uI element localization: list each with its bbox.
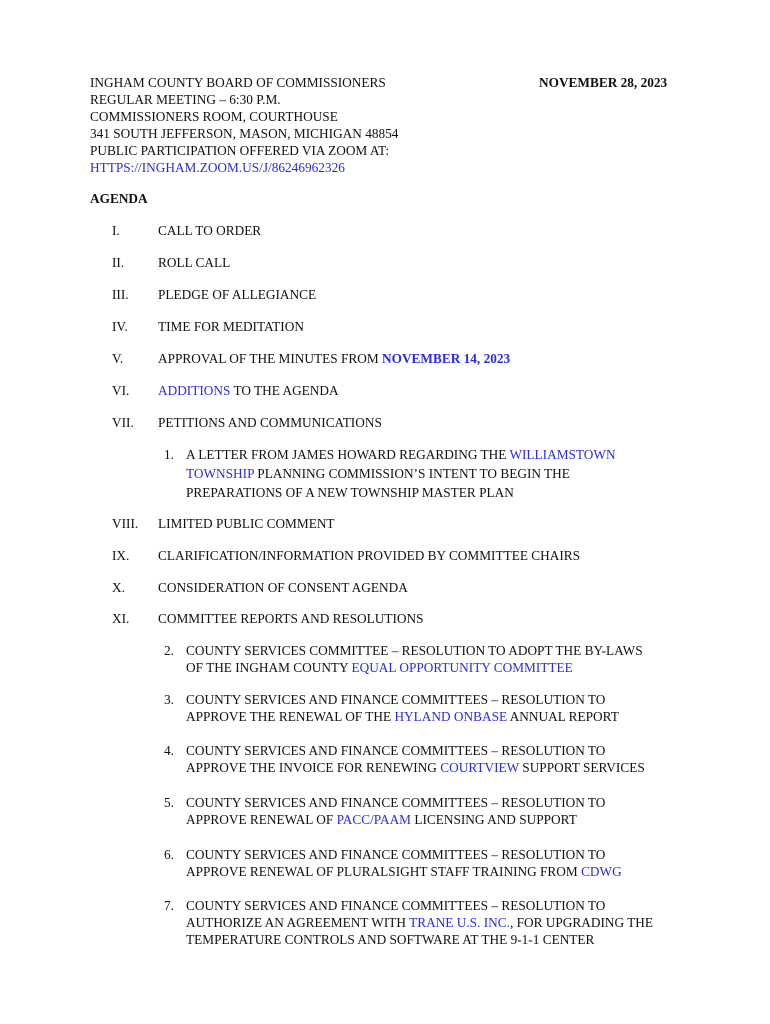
item-text: CLARIFICATION/INFORMATION PROVIDED BY COMMITTEE CHAIRS [158, 548, 581, 563]
header-line-participation: PUBLIC PARTICIPATION OFFERED VIA ZOOM AT: [90, 143, 390, 158]
township-link[interactable]: TOWNSHIP [186, 466, 254, 481]
item-text: CONSIDERATION OF CONSENT AGENDA [158, 580, 408, 595]
subitem-text [186, 846, 622, 880]
item-number: IX. [112, 548, 130, 563]
meeting-date: NOVEMBER 28, 2023 [539, 75, 668, 90]
subitem-number: 6. [164, 847, 174, 862]
equal-opportunity-link[interactable]: EQUAL OPPORTUNITY COMMITTEE [351, 660, 573, 675]
item-number: III. [112, 287, 129, 302]
subitem-text [186, 742, 645, 776]
header-line-board: INGHAM COUNTY BOARD OF COMMISSIONERS [90, 75, 386, 90]
cdwg-link[interactable]: CDWG [581, 864, 622, 879]
item-text: LIMITED PUBLIC COMMENT [158, 516, 335, 531]
subitem-line: APPROVE RENEWAL OF [186, 812, 337, 827]
pacc-paam-link[interactable]: PACC/PAAM [336, 812, 412, 827]
subitem-line: OF THE INGHAM COUNTY [186, 660, 352, 675]
subitem-line: COUNTY SERVICES AND FINANCE COMMITTEES – RESOLUTION TO [186, 743, 606, 758]
subitem-line: COUNTY SERVICES AND FINANCE COMMITTEES – RESOLUTION TO [186, 692, 606, 707]
header-line-meeting: REGULAR MEETING – 6:30 P.M. [90, 92, 281, 107]
subitem-line: LICENSING AND SUPPORT [411, 812, 577, 827]
item-text: TIME FOR MEDITATION [158, 319, 304, 334]
zoom-link[interactable]: HTTPS://INGHAM.ZOOM.US/J/86246962326 [90, 160, 345, 175]
subitem-line: APPROVE THE INVOICE FOR RENEWING [186, 760, 441, 775]
item-number: VIII. [112, 516, 139, 531]
item-number: XI. [112, 611, 130, 626]
subitem-number: 4. [164, 743, 174, 758]
subitem-line: , FOR UPGRADING THE [509, 915, 654, 930]
agenda-title: AGENDA [90, 191, 148, 206]
subitem-number: 7. [164, 898, 174, 913]
subitem-line: TEMPERATURE CONTROLS AND SOFTWARE AT THE 9-1-1 CENTER [186, 932, 595, 947]
subitem-text [186, 794, 605, 828]
hyland-onbase-link[interactable]: HYLAND ONBASE [394, 709, 508, 724]
item-number: X. [112, 580, 125, 595]
subitem-line: APPROVE THE RENEWAL OF THE [186, 709, 395, 724]
item-text: TO THE AGENDA [230, 383, 339, 398]
subitem-line: AUTHORIZE AN AGREEMENT WITH [186, 915, 410, 930]
item-text: PETITIONS AND COMMUNICATIONS [158, 415, 382, 430]
courtview-link[interactable]: COURTVIEW [440, 760, 519, 775]
item-number: IV. [112, 319, 128, 334]
item-text: COMMITTEE REPORTS AND RESOLUTIONS [158, 611, 424, 626]
additions-link[interactable]: ADDITIONS [158, 383, 231, 398]
subitem-line: SUPPORT SERVICES [518, 760, 645, 775]
item-text: PLEDGE OF ALLEGIANCE [158, 287, 317, 302]
item-text: APPROVAL OF THE MINUTES FROM [158, 351, 382, 366]
item-number: V. [112, 351, 124, 366]
subitem-line: COUNTY SERVICES COMMITTEE – RESOLUTION TO ADOPT THE BY-LAWS [186, 643, 643, 658]
subitem-number: 3. [164, 692, 174, 707]
subitem-number: 1. [164, 447, 174, 462]
item-text-wrap [158, 382, 339, 399]
item-number: VII. [112, 415, 134, 430]
subitem-line: COUNTY SERVICES AND FINANCE COMMITTEES – RESOLUTION TO [186, 795, 606, 810]
item-number: I. [112, 223, 120, 238]
subitem-number: 5. [164, 795, 174, 810]
item-number: II. [112, 255, 125, 270]
subitem-text [186, 446, 616, 501]
subitem-line: PLANNING COMMISSION’S INTENT TO BEGIN THE [253, 466, 570, 481]
trane-link[interactable]: TRANE U.S. INC. [409, 915, 510, 930]
subitem-number: 2. [164, 643, 174, 658]
minutes-link[interactable]: NOVEMBER 14, 2023 [382, 351, 511, 366]
subitem-line: COUNTY SERVICES AND FINANCE COMMITTEES – RESOLUTION TO [186, 898, 606, 913]
subitem-text [186, 642, 643, 676]
subitem-line: A LETTER FROM JAMES HOWARD REGARDING THE [186, 447, 510, 462]
subitem-text [186, 897, 653, 948]
item-text: ROLL CALL [158, 255, 231, 270]
item-text: CALL TO ORDER [158, 223, 262, 238]
item-number: VI. [112, 383, 130, 398]
subitem-line: APPROVE RENEWAL OF PLURALSIGHT STAFF TRAINING FROM [186, 864, 582, 879]
subitem-text [186, 691, 619, 725]
header-line-address: 341 SOUTH JEFFERSON, MASON, MICHIGAN 48854 [90, 126, 399, 141]
subitem-line: PREPARATIONS OF A NEW TOWNSHIP MASTER PLAN [186, 485, 514, 500]
item-text-wrap [158, 350, 510, 367]
header-block [90, 74, 398, 176]
subitem-line: COUNTY SERVICES AND FINANCE COMMITTEES – RESOLUTION TO [186, 847, 606, 862]
williamstown-link[interactable]: WILLIAMSTOWN [509, 447, 616, 462]
header-line-room: COMMISSIONERS ROOM, COURTHOUSE [90, 109, 338, 124]
subitem-line: ANNUAL REPORT [507, 709, 619, 724]
